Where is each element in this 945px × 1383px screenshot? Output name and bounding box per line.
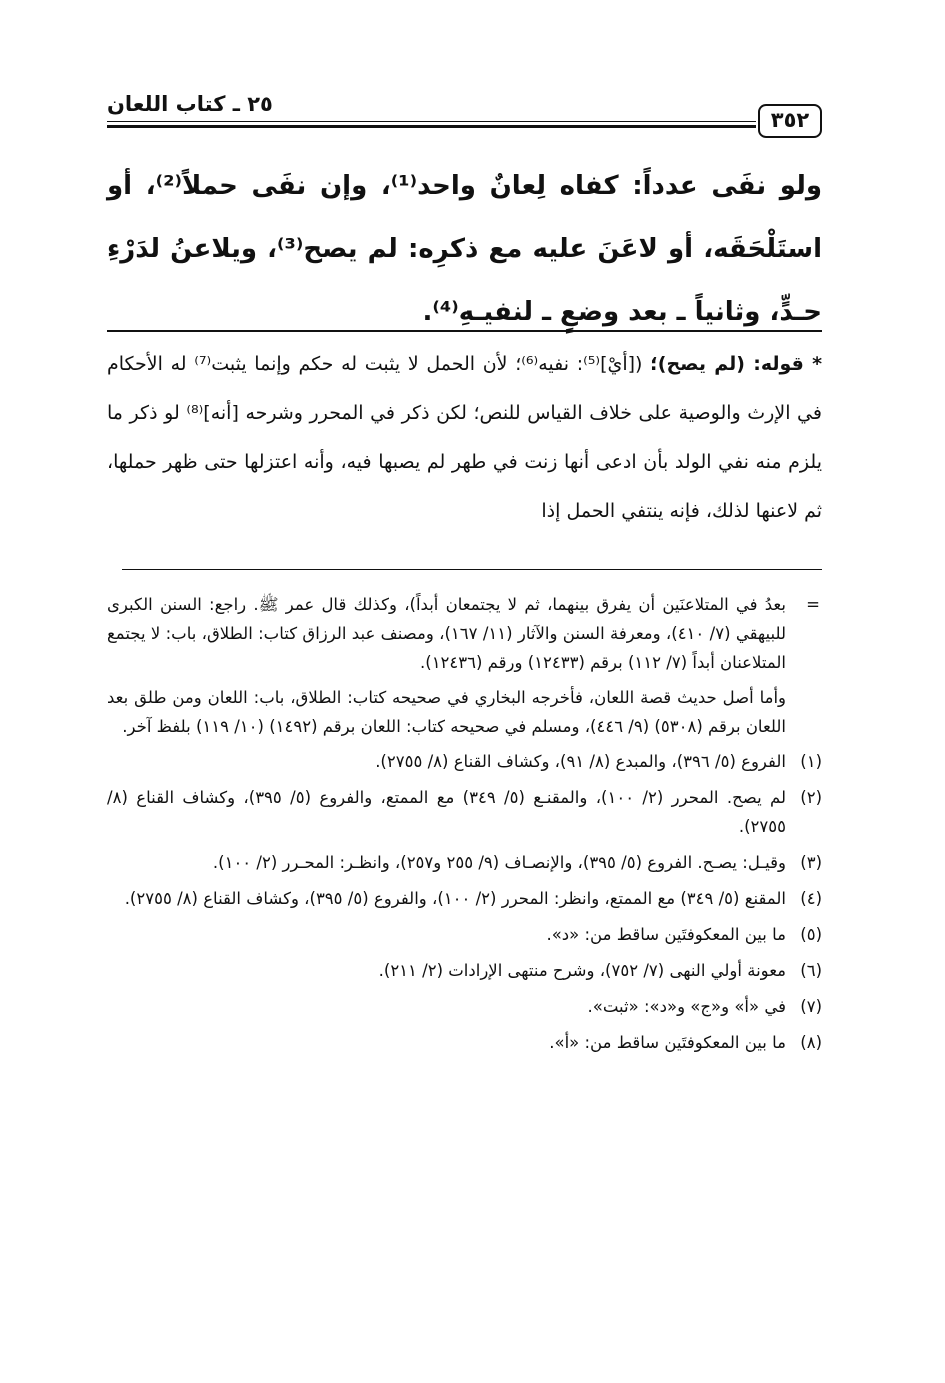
footnote-number: (٧): [800, 997, 822, 1016]
footnote-separator: [122, 569, 822, 570]
footnote-text: الفروع (٥/ ٣٩٦)، والمبدع (٨/ ٩١)، وكشاف القناع (٨/ ٢٧٥٥).: [375, 752, 786, 771]
footnote-item: [107, 848, 822, 877]
footnote-continuation: [107, 590, 822, 741]
footnotes: [107, 590, 822, 1064]
footnote-item: [107, 956, 822, 985]
footnote-item: [107, 920, 822, 949]
page-header: [107, 92, 822, 136]
main-text: ولو نفَى عدداً: كفاه لِعانٌ واحد⁽¹⁾، وإن نفَى حملاً⁽²⁾، أو استَلْحَقَه، أو لاعَنَ عليه مع ذكرِه: لم يصح⁽³⁾، ويلاعنُ لدَرْءِ حـدٍّ، وثانياً ـ بعد وضعٍ ـ لنفيـهِ⁽⁴⁾.: [107, 171, 823, 327]
footnote-text: ما بين المعكوفتَين ساقط من: «د».: [546, 925, 786, 944]
footnote-text: في «أ» و«ج» و«د»: «ثبت».: [587, 997, 786, 1016]
continuation-mark: =: [806, 595, 820, 614]
footnote-text: ما بين المعكوفتَين ساقط من: «أ».: [549, 1033, 786, 1052]
header-rule-thick: [107, 125, 756, 128]
footnote-item: [107, 1028, 822, 1057]
footnote-text: لم يصح. المحرر (٢/ ١٠٠)، والمقنـع (٥/ ٣٤٩) مع الممتع، والفروع (٥/ ٣٩٥)، وكشاف القناع (٨/ ٢٧٥٥).: [107, 788, 787, 836]
commentary: [107, 340, 822, 536]
footnote-text: المقنع (٥/ ٣٤٩) مع الممتع، وانظر: المحرر (٢/ ١٠٠)، والفروع (٥/ ٣٩٥)، وكشاف القناع (٨/ ٢٧٥٥).: [124, 889, 786, 908]
footnote-number: (١): [800, 752, 822, 771]
running-title: ٢٥ ـ كتاب اللعان: [107, 92, 273, 116]
continuation-paragraph-2: وأما أصل حديث قصة اللعان، فأخرجه البخاري في صحيحه كتاب: الطلاق، باب: اللعان ومن طلق بعد اللعان برقم (٥٣٠٨) (٩/ ٤٤٦)، ومسلم في صحيحه كتاب: اللعان برقم (١٤٩٢) (١٠/ ١١٩) بلفظ آخر.: [107, 688, 786, 736]
footnote-number: (٨): [800, 1033, 822, 1052]
continuation-paragraph-1: بعدُ في المتلاعنَين أن يفرق بينهما، ثم لا يجتمعان أبداً)، وكذلك قال عمر ﷺ. راجع: السنن الكبرى للبيهقي (٧/ ٤١٠)، ومعرفة السنن والآثار (١١/ ١٦٧)، ومصنف عبد الرزاق كتاب: الطلاق، باب: لا يجتمع المتلاعنان أبداً (٧/ ١١٢) برقم (١٢٤٣٣) ورقم (١٢٤٣٦).: [107, 595, 786, 672]
footnote-number: (٦): [800, 961, 822, 980]
footnote-item: [107, 884, 822, 913]
main-separator: [107, 330, 822, 332]
footnote-number: (٥): [800, 925, 822, 944]
footnote-item: [107, 992, 822, 1021]
footnote-number: (٢): [800, 788, 822, 807]
footnote-text: معونة أولي النهى (٧/ ٧٥٢)، وشرح منتهى الإرادات (٢/ ٢١١).: [378, 961, 786, 980]
header-rule-thin: [107, 121, 756, 122]
footnote-text: وقيـل: يصـح. الفروع (٥/ ٣٩٥)، والإنصـاف (٩/ ٢٥٥ و٢٥٧)، وانظـر: المحـرر (٢/ ١٠٠).: [212, 853, 786, 872]
footnote-number: (٤): [800, 889, 822, 908]
footnote-item: [107, 747, 822, 776]
commentary-lead: * قوله: (لم يصح)؛: [650, 353, 823, 375]
footnote-item: [107, 783, 822, 841]
page-number: ٣٥٢: [758, 104, 822, 138]
footnote-number: (٣): [800, 853, 822, 872]
commentary-text: ([أيْ]⁽⁵⁾: نفيه⁽⁶⁾؛ لأن الحمل لا يثبت له حكم وإنما يثبت⁽⁷⁾ له الأحكام في الإرث والوصية على خلاف القياس للنص؛ لكن ذكر في المحرر وشرحه [أنه]⁽⁸⁾ لو ذكر ما يلزم منه نفي الولد بأن ادعى أنها زنت في طهر لم يصبها فيه، وأنه اعتزلها حتى ظهر حملها، ثم لاعنها لذلك، فإنه ينتفي الحمل إذا: [107, 353, 822, 522]
